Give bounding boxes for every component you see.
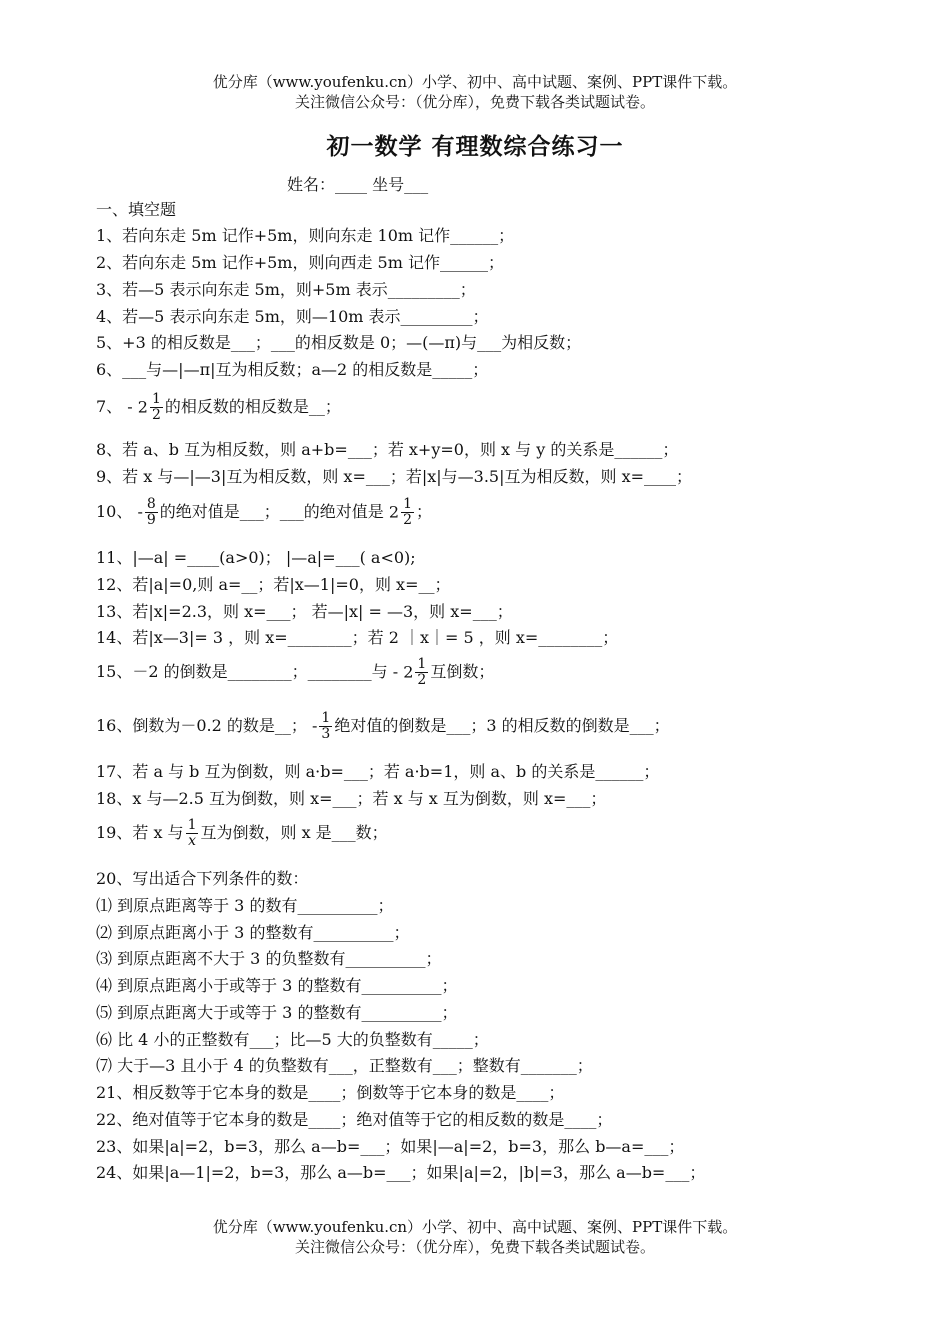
q10-denominator: 9	[146, 512, 156, 528]
question-9: 9、若 x 与—|—3|互为相反数，则 x=___；若|x|与—3.5|互为相反数，则 x=____；	[96, 467, 693, 486]
q16-suffix: 绝对值的倒数是___；3 的相反数的倒数是___；	[334, 716, 670, 735]
q19-numerator: 1	[187, 817, 197, 833]
q19-denominator: x	[188, 833, 196, 849]
q7-prefix: 7、 -	[96, 397, 133, 416]
q10-whole: 2	[388, 502, 400, 522]
q10-middle: 的绝对值是___；___的绝对值是	[159, 502, 384, 521]
q15-fraction	[415, 657, 428, 688]
question-13: 13、若|x|=2.3，则 x=___； 若—|x| = —3，则 x=___；	[96, 602, 513, 621]
question-18: 18、x 与—2.5 互为倒数，则 x=___；若 x 与 x 互为倒数，则 x=___；	[96, 789, 607, 808]
page-title: 初一数学 有理数综合练习一	[326, 134, 624, 160]
question-20: 20、写出适合下列条件的数：	[96, 869, 309, 888]
q10-numerator: 8	[146, 496, 156, 512]
q7-denominator: 2	[151, 407, 161, 423]
q16-numerator: 1	[321, 710, 331, 726]
question-15	[96, 657, 494, 688]
q19-fraction	[186, 818, 199, 849]
question-23: 23、如果|a|=2，b=3，那么 a—b=___；如果|—a|=2，b=3，那么 b—a=___；	[96, 1137, 685, 1156]
q16-prefix: 16、倒数为－0.2 的数是__； -	[96, 716, 318, 735]
question-17: 17、若 a 与 b 互为倒数，则 a·b=___；若 a·b=1，则 a、b 的关系是______；	[96, 762, 660, 781]
q7-suffix: 的相反数的相反数是__；	[164, 397, 341, 416]
footer-line-1: 优分库（www.youfenku.cn）小学、初中、高中试题、案例、PPT课件下载。	[212, 1218, 738, 1236]
question-20-5: ⑸ 到原点距离大于或等于 3 的整数有__________；	[96, 1003, 458, 1022]
section-heading: 一、填空题	[96, 200, 177, 219]
q15-whole: 2	[403, 662, 414, 682]
question-7	[96, 392, 341, 423]
question-3: 3、若—5 表示向东走 5m，则+5m 表示_________；	[96, 280, 476, 299]
q19-prefix: 19、若 x 与	[96, 823, 184, 842]
question-6: 6、___与—|—π|互为相反数；a—2 的相反数是_____；	[96, 360, 489, 379]
q16-fraction	[319, 711, 332, 742]
q10-fraction	[145, 497, 158, 528]
q10-suffix: ；	[416, 502, 433, 521]
q7-numerator: 1	[151, 391, 161, 407]
question-20-6: ⑹ 比 4 小的正整数有___；比—5 大的负整数有_____；	[96, 1030, 489, 1049]
question-19	[96, 818, 388, 849]
question-20-2: ⑵ 到原点距离小于 3 的整数有__________；	[96, 923, 410, 942]
q10-prefix: 10、 -	[96, 502, 143, 521]
question-2: 2、若向东走 5m 记作+5m，则向西走 5m 记作______；	[96, 253, 504, 272]
q7-whole: 2	[137, 397, 148, 417]
question-4: 4、若—5 表示向东走 5m，则—10m 表示_________；	[96, 307, 489, 326]
question-20-7: ⑺ 大于—3 且小于 4 的负整数有___，正整数有___；整数有_______；	[96, 1056, 593, 1075]
question-16	[96, 711, 670, 742]
q15-suffix: 互倒数；	[430, 662, 495, 681]
q10-fraction-2	[401, 497, 414, 528]
q7-fraction	[150, 392, 163, 423]
question-5: 5、+3 的相反数是___；___的相反数是 0；—(—π)与___为相反数；	[96, 333, 582, 352]
name-seat-line: 姓名：____ 坐号___	[287, 175, 429, 194]
q15-denominator: 2	[417, 672, 427, 688]
question-12: 12、若|a|=0,则 a=__；若|x—1|=0，则 x=__；	[96, 575, 451, 594]
question-1: 1、若向东走 5m 记作+5m，则向东走 10m 记作______；	[96, 226, 515, 245]
question-21: 21、相反数等于它本身的数是____；倒数等于它本身的数是____；	[96, 1083, 565, 1102]
q15-numerator: 1	[417, 656, 427, 672]
question-20-4: ⑷ 到原点距离小于或等于 3 的整数有__________；	[96, 976, 458, 995]
question-14: 14、若|x—3|= 3 ，则 x=________；若 2 ｜x｜= 5 ，则 x=________；	[96, 628, 619, 647]
q15-prefix: 15、－2 的倒数是________；________与 -	[96, 662, 399, 681]
footer-line-2: 关注微信公众号：（优分库），免费下载各类试题试卷。	[294, 1238, 655, 1256]
question-8: 8、若 a、b 互为相反数，则 a+b=___；若 x+y=0，则 x 与 y 的关系是______；	[96, 440, 679, 459]
question-22: 22、绝对值等于它本身的数是____；绝对值等于它的相反数的数是____；	[96, 1110, 613, 1129]
question-20-3: ⑶ 到原点距离不大于 3 的负整数有__________；	[96, 949, 442, 968]
q10-numerator-2: 1	[403, 496, 412, 512]
q19-suffix: 互为倒数，则 x 是___数；	[200, 823, 388, 842]
question-11: 11、|—a| =____(a>0)； |—a|=___( a<0);	[96, 548, 416, 567]
header-line-2: 关注微信公众号：（优分库），免费下载各类试题试卷。	[294, 93, 655, 111]
question-20-1: ⑴ 到原点距离等于 3 的数有__________；	[96, 896, 394, 915]
question-10	[96, 497, 432, 528]
header-line-1: 优分库（www.youfenku.cn）小学、初中、高中试题、案例、PPT课件下载。	[212, 73, 738, 91]
question-24: 24、如果|a—1|=2，b=3，那么 a—b=___；如果|a|=2，|b|=3，那么 a—b=___；	[96, 1163, 706, 1182]
q16-denominator: 3	[321, 726, 331, 742]
q10-denominator-2: 2	[403, 512, 412, 528]
